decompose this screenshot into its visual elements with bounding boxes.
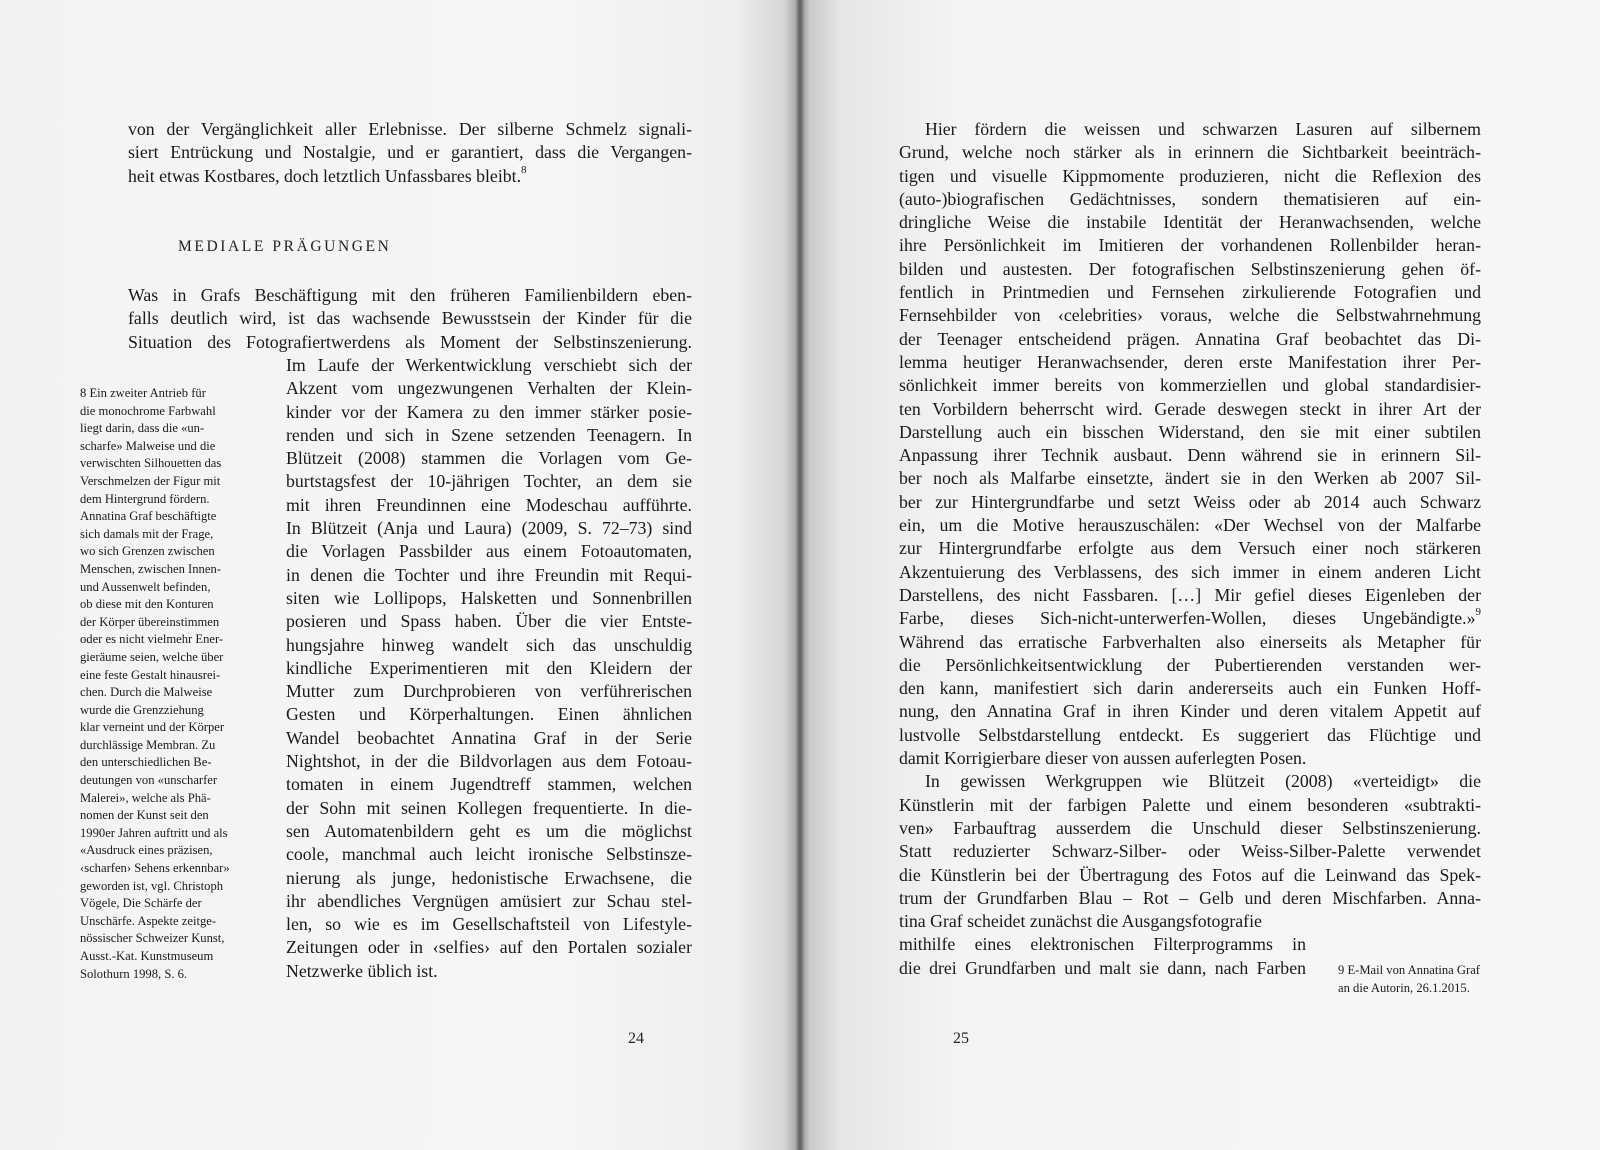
text-line: falls deutlich wird, ist das wachsende Bewusstsein der Kinder für die — [128, 308, 692, 329]
text-line: kindliche Experimentieren mit den Kleidern der — [286, 657, 692, 678]
text-line: tigen und visuelle Kippmomente produzieren, nicht die Reflexion des — [899, 165, 1481, 186]
text-line: zur Hintergrundfarbe erfolgte aus dem Versuch einer noch stärkeren — [899, 538, 1481, 559]
footnote-line: an die Autorin, 26.1.2015. — [1338, 980, 1470, 995]
text-line: Wandel beobachtet Annatina Graf in der Serie — [286, 727, 692, 748]
text-line: burtstagsfest der 10-jährigen Tochter, an dem sie — [286, 471, 692, 492]
text-line: siten wie Lollipops, Halsketten und Sonnenbrillen — [286, 587, 692, 608]
footnote-line: Solothurn 1998, S. 6. — [80, 966, 188, 981]
text-line: Nightshot, in der die Bildvorlagen aus dem Fotoau- — [286, 751, 692, 772]
text-line: Während das erratische Farbverhalten also einerseits als Metapher für — [899, 631, 1481, 652]
text-line: den kann, manifestiert sich darin andererseits auch ein Funken Hoff- — [899, 678, 1481, 699]
text-line: die drei Grundfarben und malt sie dann, nach Farben — [899, 957, 1306, 978]
right-page — [800, 0, 1600, 1150]
text-line: tina Graf scheidet zunächst die Ausgangsfotografie — [899, 911, 1262, 931]
text-line: posieren und Spass haben. Über die vier Entste- — [286, 611, 692, 632]
footnote-line: klar verneint und der Körper — [80, 720, 225, 735]
section-heading: MEDIALE PRÄGUNGEN — [178, 238, 392, 255]
footnote-line: den unterschiedlichen Be- — [80, 755, 212, 770]
book-gutter — [796, 0, 804, 1150]
footnote-line: wo sich Grenzen zwischen — [80, 544, 215, 559]
footnote-line: Ausst.-Kat. Kunstmuseum — [80, 949, 214, 963]
text-line: ein, um die Motive herauszuschälen: «Der Wechsel von der Malfarbe — [899, 515, 1481, 536]
footnote-line: verwischten Silhouetten das — [80, 456, 222, 471]
text-line: Gesten und Körperhaltungen. Einen ähnlichen — [286, 704, 692, 725]
right-short-column — [899, 910, 1306, 980]
text-line: ihr abendliches Vergnügen amüsiert zur Schau stel- — [286, 890, 692, 911]
text-line: lemma heutiger Heranwachsender, deren erste Manifestation ihrer Per- — [899, 351, 1481, 372]
footnote-line: chen. Durch die Malweise — [80, 685, 213, 700]
footnote-line: nössischer Schweizer Kunst, — [80, 931, 225, 946]
text-line: mithilfe eines elektronischen Filterprogramms in — [899, 934, 1306, 955]
text-line: mit ihren Freundinnen eine Modeschau aufführte. — [286, 494, 692, 515]
text-line-content: Farbe, dieses Sich-nicht-unterwerfen-Wollen, dieses Ungebändigte.» — [899, 608, 1476, 629]
footnote-line: geworden ist, vgl. Christoph — [80, 878, 224, 893]
text-line: Darstellens, des nicht Fassbaren. […] Mir gefiel dieses Eigenleben der — [899, 584, 1481, 605]
right-main-text — [899, 118, 1481, 910]
text-line: kinder vor der Kamera zu den immer stärker posie- — [286, 401, 692, 422]
text-line: Zeitungen oder in ‹selfies› auf den Portalen sozialer — [286, 937, 692, 958]
text-line: Statt reduzierter Schwarz-Silber- oder Weiss-Silber-Palette verwendet — [899, 841, 1481, 862]
text-line: von der Vergänglichkeit aller Erlebnisse. Der silberne Schmelz signali- — [128, 119, 692, 139]
footnote-9 — [1338, 962, 1480, 997]
text-line: Künstlerin mit der farbigen Palette und einem besonderen «subtrakti- — [899, 794, 1481, 815]
footnote-reference: 9 — [1475, 606, 1481, 619]
text-line: ven» Farbauftrag ausserdem die Unschuld dieser Selbstinszenierung. — [899, 817, 1481, 838]
footnote-line: durchlässige Membran. Zu — [80, 737, 216, 752]
footnote-reference: 8 — [521, 163, 527, 176]
footnote-line: 1990er Jahren auftritt und als — [80, 825, 228, 840]
text-line: die Persönlichkeitsentwicklung der Pubertierenden verstanden wer- — [899, 654, 1481, 675]
text-line: coole, manchmal auch leicht ironische Selbstinsze- — [286, 844, 692, 865]
text-line: bilden und austesten. Der fotografischen Selbstinszenierung gehen öf- — [899, 258, 1481, 279]
footnote-line: eine feste Gestalt hinausrei- — [80, 667, 221, 682]
text-line: Akzent vom ungezwungenen Verhalten der Klein- — [286, 378, 692, 399]
page-number: 24 — [628, 1030, 644, 1047]
footnote-line: ob diese mit den Konturen — [80, 597, 214, 612]
text-line — [128, 165, 692, 188]
footnote-line: 8 Ein zweiter Antrieb für — [80, 386, 206, 400]
text-line: Grund, welche noch stärker als in erinnern die Sichtbarkeit beeinträch- — [899, 142, 1481, 163]
text-line: Was in Grafs Beschäftigung mit den früheren Familienbildern eben- — [128, 285, 692, 305]
text-line: trum der Grundfarben Blau – Rot – Gelb und deren Mischfarben. Anna- — [899, 887, 1481, 908]
text-line: Fernsehbilder von ‹celebrities› voraus, welche die Selbstwahrnehmung — [899, 305, 1481, 326]
footnote-line: dem Hintergrund fördern. — [80, 491, 210, 506]
footnote-line: der Körper übereinstimmen — [80, 614, 220, 629]
text-line: In Blützeit (Anja und Laura) (2009, S. 72–73) sind — [286, 518, 692, 539]
text-line: Akzentuierung des Verblassens, des sich immer in einem anderen Licht — [899, 561, 1481, 582]
text-line: dringliche Weise die instabile Identität der Heranwachsenden, welche — [899, 212, 1481, 233]
text-line: ber noch als Malfarbe einsetzte, ändert sie in den Werken ab 2007 Sil- — [899, 468, 1481, 489]
footnote-line: Annatina Graf beschäftigte — [80, 509, 217, 524]
text-line: der Teenager entscheidend prägen. Annatina Graf beobachtet das Di- — [899, 328, 1481, 349]
footnote-line: Verschmelzen der Figur mit — [80, 473, 221, 488]
text-line: ten Vorbildern beherrscht wird. Gerade deswegen steckt in ihrer Art der — [899, 398, 1481, 419]
footnote-line: «Ausdruck eines präzisen, — [80, 843, 213, 858]
text-line: ber zur Hintergrundfarbe und setzt Weiss oder ab 2014 auch Schwarz — [899, 491, 1481, 512]
paragraph-narrow-column — [286, 354, 692, 983]
text-line — [899, 607, 1481, 630]
text-line: hungsjahre hinweg wandelt sich das unschuldig — [286, 634, 692, 655]
text-line: (auto-)biografischen Gedächtnisses, sondern thematisieren auf ein- — [899, 188, 1481, 209]
text-line: sen Automatenbildern geht es um die möglichst — [286, 820, 692, 841]
text-line: ihre Persönlichkeit im Imitieren der vorhandenen Rollenbilder heran- — [899, 235, 1481, 256]
footnote-line: scharfe» Malweise und die — [80, 438, 216, 453]
footnote-8 — [80, 385, 230, 983]
text-line: Netzwerke üblich ist. — [286, 960, 438, 981]
footnote-line: Malerei», welche als Phä- — [80, 790, 211, 805]
footnote-line: ‹scharfen› Sehens erkennbar» — [80, 861, 230, 876]
text-line: Hier fördern die weissen und schwarzen Lasuren auf silbernem — [925, 119, 1481, 139]
footnote-line: liegt darin, dass die «un- — [80, 421, 205, 436]
text-line: die Vorlagen Passbilder aus einem Fotoautomaten, — [286, 541, 692, 562]
text-line: damit Korrigierbare dieser von aussen auferlegten Posen. — [899, 748, 1307, 769]
text-line: lustvolle Selbstdarstellung entdeckt. Es suggeriert das Flüchtige und — [899, 724, 1481, 745]
footnote-line: 9 E-Mail von Annatina Graf — [1338, 963, 1480, 977]
text-line: renden und sich in Szene setzenden Teenagern. In — [286, 424, 692, 445]
footnote-line: die monochrome Farbwahl — [80, 403, 216, 418]
footnote-line: wurde die Grenzziehung — [80, 702, 204, 717]
text-line-content: heit etwas Kostbares, doch letztlich Unfassbares bleibt. — [128, 165, 522, 186]
footnote-line: oder es nicht vielmehr Ener- — [80, 632, 224, 647]
page-number: 25 — [953, 1030, 969, 1047]
text-line: Im Laufe der Werkentwicklung verschiebt sich der — [286, 355, 692, 375]
text-line: der Sohn mit seinen Kollegen frequentierte. In die- — [286, 797, 692, 818]
text-line: nung, den Annatina Graf in ihren Kinder und deren vitalem Appetit auf — [899, 701, 1481, 722]
paragraph-wide — [128, 284, 692, 354]
footnote-line: Vögele, Die Schärfe der — [80, 896, 202, 911]
text-line: len, so wie es im Gesellschaftsteil von Lifestyle- — [286, 914, 692, 935]
text-line: tomaten in einem Jugendtreff stammen, welchen — [286, 774, 692, 795]
text-line: Mutter zum Durchprobieren von verführerischen — [286, 681, 692, 702]
footnote-line: nomen der Kunst seit den — [80, 808, 209, 823]
text-line: fentlich in Printmedien und Fernsehen zirkulierende Fotografien und — [899, 282, 1481, 303]
text-line: in denen die Tochter und ihre Freundin mit Requi- — [286, 564, 692, 585]
text-line: die Künstlerin bei der Übertragung des Fotos auf die Leinwand das Spek- — [899, 864, 1481, 885]
text-line: Anpassung ihrer Technik ausbaut. Denn während sie in erinnern Sil- — [899, 445, 1481, 466]
text-line: siert Entrückung und Nostalgie, und er garantiert, dass die Vergangen- — [128, 142, 692, 163]
text-line: Situation des Fotografiertwerdens als Moment der Selbstinszenierung. — [128, 331, 692, 352]
footnote-line: und Aussenwelt befinden, — [80, 579, 211, 594]
intro-paragraph — [128, 118, 692, 188]
text-line: Darstellung auch ein bisschen Widerstand, den sie mit einer subtilen — [899, 421, 1481, 442]
text-line: Blützeit (2008) stammen die Vorlagen vom Ge- — [286, 448, 692, 469]
text-line: nierung als junge, hedonistische Erwachsene, die — [286, 867, 692, 888]
footnote-line: Unschärfe. Aspekte zeitge- — [80, 913, 217, 928]
text-line: sönlichkeit immer bereits von kommerziellen und global standardisier- — [899, 375, 1481, 396]
footnote-line: gieräume seien, welche über — [80, 649, 224, 664]
footnote-line: deutungen von «unscharfer — [80, 773, 218, 788]
text-line: In gewissen Werkgruppen wie Blützeit (2008) «verteidigt» die — [925, 771, 1481, 792]
footnote-line: sich damals mit der Frage, — [80, 526, 214, 541]
footnote-line: Menschen, zwischen Innen- — [80, 561, 221, 576]
